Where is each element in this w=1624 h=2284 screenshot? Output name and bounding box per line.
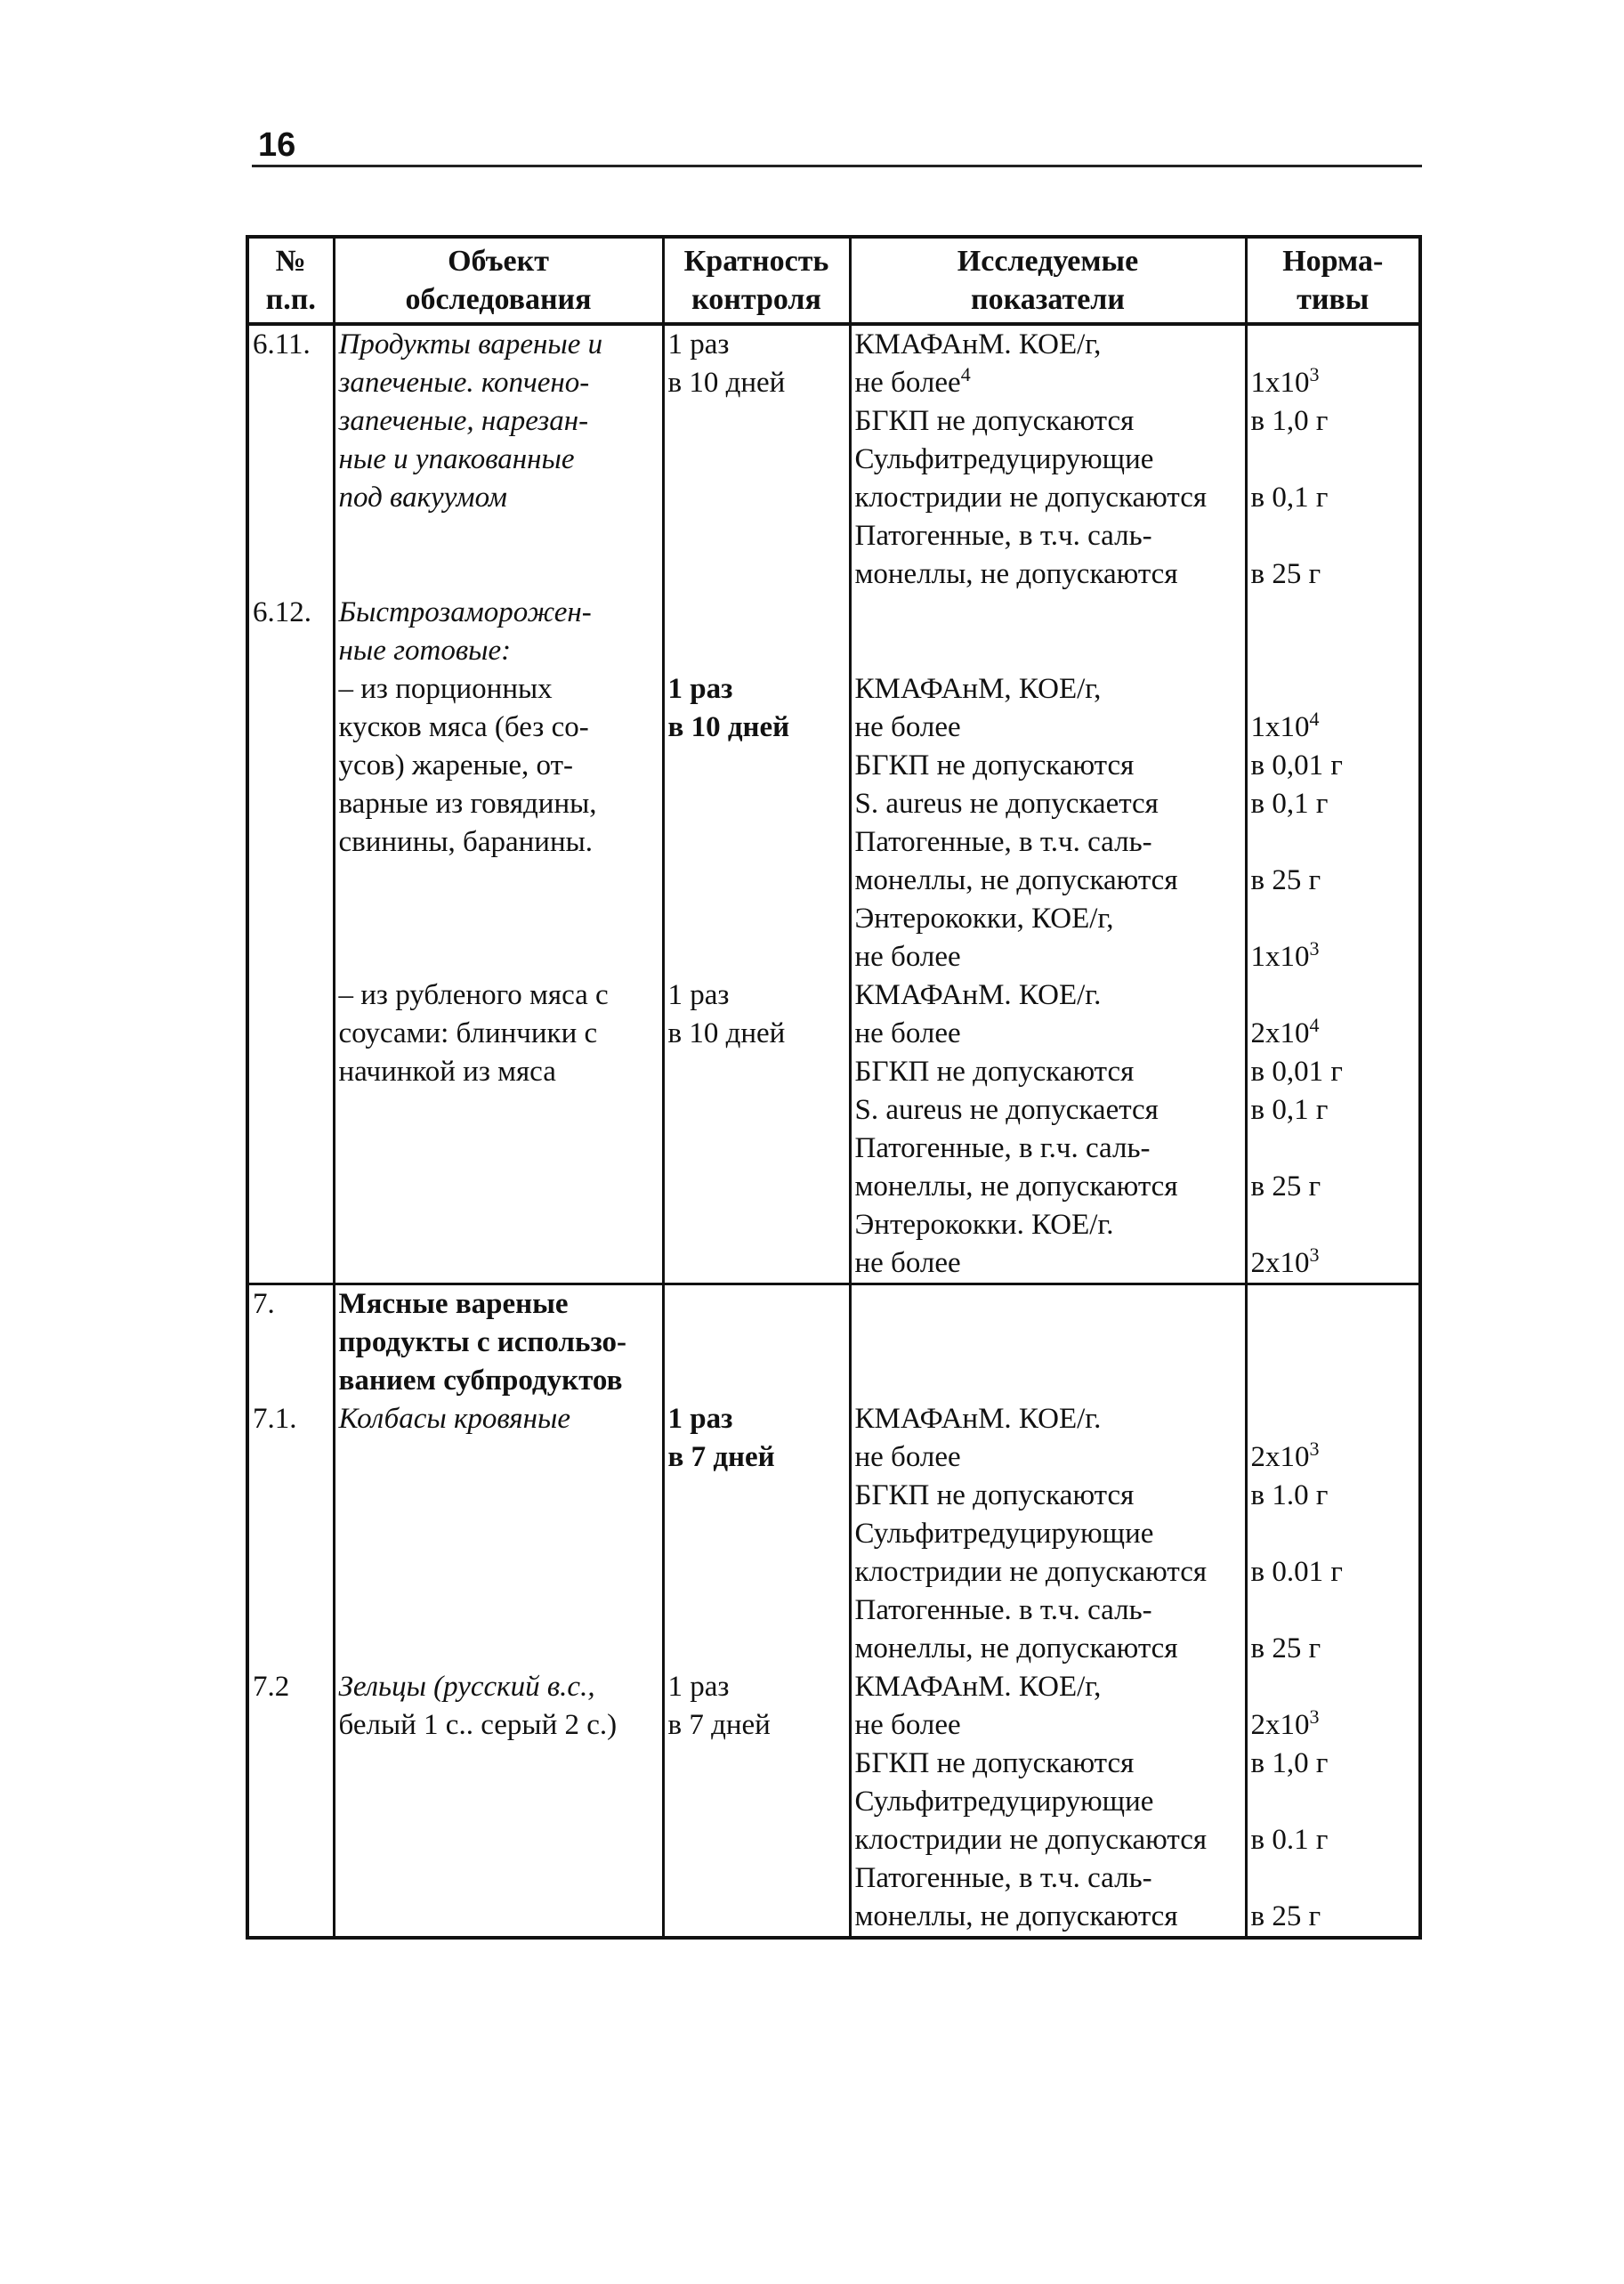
table-row [247, 1206, 1420, 1244]
cell-indicator: не более$^4$ [850, 364, 1246, 402]
cell-object: – из рубленого мяса с [334, 976, 663, 1015]
cell-num [247, 976, 334, 1015]
cell-num [247, 1244, 334, 1284]
cell-object [334, 1438, 663, 1477]
cell-norm [1246, 1284, 1420, 1324]
cell-indicator: S. aureus не допускается [850, 785, 1246, 823]
table-row [247, 1553, 1420, 1592]
cell-frequency [663, 441, 850, 479]
cell-indicator: Патогенные, в т.ч. саль- [850, 1859, 1246, 1898]
cell-norm [1246, 517, 1420, 555]
cell-indicator: КМАФАнМ, КОЕ/г, [850, 670, 1246, 709]
table-row [247, 555, 1420, 594]
cell-num [247, 670, 334, 709]
table-row [247, 1706, 1420, 1745]
table-row [247, 1477, 1420, 1515]
table-row [247, 364, 1420, 402]
cell-num [247, 747, 334, 785]
cell-object: свинины, баранины. [334, 823, 663, 862]
table-row [247, 709, 1420, 747]
cell-indicator: монеллы, не допускаются [850, 1168, 1246, 1206]
cell-object: под вакуумом [334, 479, 663, 517]
cell-object: начинкой из мяса [334, 1053, 663, 1091]
cell-num [247, 1706, 334, 1745]
cell-num [247, 823, 334, 862]
cell-num: 7.1. [247, 1400, 334, 1438]
cell-indicator: БГКП не допускаются [850, 747, 1246, 785]
cell-frequency: в 10 дней [663, 1015, 850, 1053]
table-row [247, 441, 1420, 479]
table-row [247, 1898, 1420, 1938]
table-row [247, 517, 1420, 555]
cell-object [334, 555, 663, 594]
cell-num [247, 1592, 334, 1630]
cell-indicator: КМАФАнМ. КОЕ/г. [850, 1400, 1246, 1438]
cell-frequency [663, 938, 850, 976]
cell-frequency [663, 1091, 850, 1130]
cell-object: Мясные вареные [334, 1284, 663, 1324]
cell-num [247, 900, 334, 938]
cell-frequency [663, 1821, 850, 1859]
cell-norm: в 1,0 г [1246, 402, 1420, 441]
cell-object: ные и упакованные [334, 441, 663, 479]
cell-norm: в 25 г [1246, 862, 1420, 900]
cell-frequency [663, 1553, 850, 1592]
table-row [247, 1168, 1420, 1206]
cell-frequency [663, 1130, 850, 1168]
table-row [247, 670, 1420, 709]
cell-num [247, 1130, 334, 1168]
table-row [247, 1745, 1420, 1783]
cell-num [247, 709, 334, 747]
table-row [247, 594, 1420, 632]
cell-num [247, 1553, 334, 1592]
cell-object: ные готовые: [334, 632, 663, 670]
cell-frequency [663, 1477, 850, 1515]
cell-frequency [663, 1053, 850, 1091]
cell-indicator: Патогенные, в т.ч. саль- [850, 517, 1246, 555]
cell-object [334, 517, 663, 555]
cell-norm [1246, 976, 1420, 1015]
cell-num [247, 1053, 334, 1091]
cell-indicator [850, 632, 1246, 670]
cell-frequency: 1 раз [663, 324, 850, 364]
cell-indicator [850, 1324, 1246, 1362]
cell-frequency [663, 1630, 850, 1668]
cell-frequency [663, 517, 850, 555]
cell-num [247, 1898, 334, 1938]
cell-num [247, 1859, 334, 1898]
cell-frequency [663, 1859, 850, 1898]
cell-norm: в 0.1 г [1246, 1821, 1420, 1859]
cell-num [247, 441, 334, 479]
cell-indicator: КМАФАнМ. КОЕ/г. [850, 976, 1246, 1015]
cell-num [247, 1091, 334, 1130]
cell-frequency: в 10 дней [663, 364, 850, 402]
cell-norm: $2х10^3$ [1246, 1438, 1420, 1477]
cell-num [247, 938, 334, 976]
cell-indicator: монеллы, не допускаются [850, 1898, 1246, 1938]
cell-norm [1246, 1206, 1420, 1244]
cell-object: Зельцы (русский в.с., [334, 1668, 663, 1706]
cell-object: кусков мяса (без со- [334, 709, 663, 747]
cell-num [247, 1168, 334, 1206]
cell-frequency: 1 раз [663, 1400, 850, 1438]
cell-norm: $2х10^3$ [1246, 1244, 1420, 1284]
cell-num [247, 1821, 334, 1859]
cell-frequency [663, 1898, 850, 1938]
header-indicators: Исследуемые показатели [850, 237, 1246, 324]
table-row [247, 862, 1420, 900]
cell-frequency [663, 747, 850, 785]
cell-indicator: Сульфитредуцирующие [850, 441, 1246, 479]
table-row [247, 785, 1420, 823]
table-row [247, 1324, 1420, 1362]
cell-object [334, 1130, 663, 1168]
cell-norm [1246, 1783, 1420, 1821]
cell-indicator: БГКП не допускаются [850, 1053, 1246, 1091]
cell-num: 7.2 [247, 1668, 334, 1706]
header-num: № п.п. [247, 237, 334, 324]
cell-object [334, 1477, 663, 1515]
cell-object [334, 1859, 663, 1898]
cell-object [334, 1553, 663, 1592]
cell-num: 7. [247, 1284, 334, 1324]
cell-frequency: 1 раз [663, 976, 850, 1015]
cell-frequency [663, 1362, 850, 1400]
table-row [247, 1438, 1420, 1477]
cell-norm: в 1.0 г [1246, 1477, 1420, 1515]
cell-norm [1246, 594, 1420, 632]
cell-frequency [663, 1284, 850, 1324]
cell-indicator [850, 594, 1246, 632]
table-row [247, 1244, 1420, 1284]
table-row [247, 1284, 1420, 1324]
cell-indicator: клостридии не допускаются [850, 479, 1246, 517]
cell-indicator: не более [850, 1706, 1246, 1745]
cell-indicator: Патогенные, в т.ч. саль- [850, 823, 1246, 862]
cell-object [334, 1745, 663, 1783]
cell-norm [1246, 632, 1420, 670]
table-row [247, 632, 1420, 670]
cell-object: – из порционных [334, 670, 663, 709]
cell-frequency [663, 1592, 850, 1630]
table-row [247, 1515, 1420, 1553]
cell-norm: в 0,01 г [1246, 1053, 1420, 1091]
cell-object: варные из говядины, [334, 785, 663, 823]
cell-norm: в 1,0 г [1246, 1745, 1420, 1783]
cell-norm [1246, 1400, 1420, 1438]
table-row [247, 1668, 1420, 1706]
cell-norm: в 0,1 г [1246, 785, 1420, 823]
table-row [247, 1362, 1420, 1400]
cell-frequency [663, 555, 850, 594]
cell-frequency: в 7 дней [663, 1438, 850, 1477]
cell-object: Быстрозаморожен- [334, 594, 663, 632]
cell-norm [1246, 900, 1420, 938]
table-row [247, 1400, 1420, 1438]
cell-indicator: Сульфитредуцирующие [850, 1783, 1246, 1821]
cell-indicator: не более [850, 1438, 1246, 1477]
table-row [247, 1015, 1420, 1053]
table-row [247, 1053, 1420, 1091]
cell-indicator: монеллы, не допускаются [850, 862, 1246, 900]
page-number: 16 [258, 126, 296, 164]
table-row [247, 402, 1420, 441]
cell-object: продукты с использо- [334, 1324, 663, 1362]
cell-norm [1246, 823, 1420, 862]
cell-object [334, 862, 663, 900]
cell-norm: в 25 г [1246, 1898, 1420, 1938]
cell-object [334, 900, 663, 938]
table-row [247, 900, 1420, 938]
cell-norm [1246, 1362, 1420, 1400]
cell-frequency: 1 раз [663, 1668, 850, 1706]
cell-indicator: Энтерококки. КОЕ/г. [850, 1206, 1246, 1244]
cell-norm: $1х10^4$ [1246, 709, 1420, 747]
cell-object [334, 1206, 663, 1244]
table-row [247, 1783, 1420, 1821]
cell-norm: в 25 г [1246, 1630, 1420, 1668]
cell-indicator [850, 1362, 1246, 1400]
table-row [247, 1130, 1420, 1168]
cell-norm [1246, 1515, 1420, 1553]
cell-norm: в 0,1 г [1246, 1091, 1420, 1130]
cell-indicator: БГКП не допускаются [850, 1477, 1246, 1515]
cell-frequency [663, 1206, 850, 1244]
table-row [247, 1091, 1420, 1130]
cell-indicator [850, 1284, 1246, 1324]
cell-frequency [663, 900, 850, 938]
cell-object: Продукты вареные и [334, 324, 663, 364]
cell-object: ванием субпродуктов [334, 1362, 663, 1400]
cell-object: белый 1 с.. серый 2 с.) [334, 1706, 663, 1745]
cell-indicator: Сульфитредуцирующие [850, 1515, 1246, 1553]
cell-indicator: Патогенные. в т.ч. саль- [850, 1592, 1246, 1630]
table-row [247, 1592, 1420, 1630]
header-norms: Норма- тивы [1246, 237, 1420, 324]
cell-object: усов) жареные, от- [334, 747, 663, 785]
cell-indicator: S. aureus не допускается [850, 1091, 1246, 1130]
cell-norm [1246, 1668, 1420, 1706]
cell-num [247, 785, 334, 823]
cell-num [247, 632, 334, 670]
table-row [247, 823, 1420, 862]
cell-object: запеченые, нарезан- [334, 402, 663, 441]
cell-norm: в 25 г [1246, 555, 1420, 594]
cell-norm: $2х10^4$ [1246, 1015, 1420, 1053]
cell-object [334, 1244, 663, 1284]
cell-indicator: не более [850, 709, 1246, 747]
cell-num [247, 1324, 334, 1362]
cell-indicator: КМАФАнМ. КОЕ/г, [850, 324, 1246, 364]
cell-frequency: 1 раз [663, 670, 850, 709]
cell-num [247, 1477, 334, 1515]
cell-object [334, 1515, 663, 1553]
cell-frequency [663, 594, 850, 632]
cell-num [247, 1515, 334, 1553]
cell-norm [1246, 670, 1420, 709]
cell-num [247, 1630, 334, 1668]
cell-norm: в 0,1 г [1246, 479, 1420, 517]
cell-frequency [663, 862, 850, 900]
cell-object: Колбасы кровяные [334, 1400, 663, 1438]
cell-num [247, 1745, 334, 1783]
cell-frequency [663, 479, 850, 517]
cell-frequency [663, 1324, 850, 1362]
cell-frequency [663, 1783, 850, 1821]
cell-num [247, 555, 334, 594]
cell-indicator: Энтерококки, КОЕ/г, [850, 900, 1246, 938]
cell-num [247, 1206, 334, 1244]
cell-object: соусами: блинчики с [334, 1015, 663, 1053]
cell-object [334, 1898, 663, 1938]
cell-norm [1246, 1130, 1420, 1168]
table-row [247, 1859, 1420, 1898]
table-row [247, 976, 1420, 1015]
cell-num [247, 1438, 334, 1477]
cell-norm: в 0.01 г [1246, 1553, 1420, 1592]
cell-object: запеченые. копчено- [334, 364, 663, 402]
cell-frequency: в 10 дней [663, 709, 850, 747]
table-row [247, 938, 1420, 976]
cell-frequency: в 7 дней [663, 1706, 850, 1745]
cell-norm: $2х10^3$ [1246, 1706, 1420, 1745]
table-row [247, 1630, 1420, 1668]
table-row [247, 324, 1420, 364]
header-frequency: Кратность контроля [663, 237, 850, 324]
cell-indicator: клостридии не допускаются [850, 1821, 1246, 1859]
cell-object [334, 1630, 663, 1668]
cell-norm [1246, 1324, 1420, 1362]
cell-indicator: БГКП не допускаются [850, 1745, 1246, 1783]
cell-num [247, 1362, 334, 1400]
cell-norm: в 25 г [1246, 1168, 1420, 1206]
header-rule [252, 165, 1422, 167]
table-row [247, 1821, 1420, 1859]
table-body [247, 324, 1420, 1938]
cell-indicator: БГКП не допускаются [850, 402, 1246, 441]
cell-indicator: клостридии не допускаются [850, 1553, 1246, 1592]
cell-object [334, 1168, 663, 1206]
cell-frequency [663, 402, 850, 441]
cell-object [334, 1783, 663, 1821]
cell-norm [1246, 324, 1420, 364]
cell-indicator: не более [850, 1244, 1246, 1284]
cell-frequency [663, 785, 850, 823]
cell-indicator: монеллы, не допускаются [850, 555, 1246, 594]
cell-frequency [663, 632, 850, 670]
cell-indicator: монеллы, не допускаются [850, 1630, 1246, 1668]
table-header-row [247, 237, 1420, 324]
cell-object [334, 1091, 663, 1130]
cell-num: 6.12. [247, 594, 334, 632]
cell-norm: $1х10^3$ [1246, 938, 1420, 976]
header-object: Объект обследования [334, 237, 663, 324]
cell-frequency [663, 1168, 850, 1206]
cell-num [247, 862, 334, 900]
cell-indicator: Патогенные, в г.ч. саль- [850, 1130, 1246, 1168]
cell-num: 6.11. [247, 324, 334, 364]
cell-num [247, 479, 334, 517]
cell-object [334, 938, 663, 976]
cell-frequency [663, 1244, 850, 1284]
cell-indicator: не более [850, 1015, 1246, 1053]
cell-frequency [663, 1515, 850, 1553]
requirements-table [246, 235, 1422, 1940]
cell-indicator: КМАФАнМ. КОЕ/г, [850, 1668, 1246, 1706]
cell-num [247, 364, 334, 402]
cell-norm [1246, 1592, 1420, 1630]
cell-norm [1246, 441, 1420, 479]
cell-num [247, 1015, 334, 1053]
cell-frequency [663, 823, 850, 862]
cell-norm [1246, 1859, 1420, 1898]
cell-norm: $1х10^3$ [1246, 364, 1420, 402]
table-row [247, 479, 1420, 517]
cell-num [247, 517, 334, 555]
table-row [247, 747, 1420, 785]
cell-object [334, 1821, 663, 1859]
cell-indicator: не более [850, 938, 1246, 976]
cell-frequency [663, 1745, 850, 1783]
cell-object [334, 1592, 663, 1630]
cell-num [247, 402, 334, 441]
cell-norm: в 0,01 г [1246, 747, 1420, 785]
cell-num [247, 1783, 334, 1821]
